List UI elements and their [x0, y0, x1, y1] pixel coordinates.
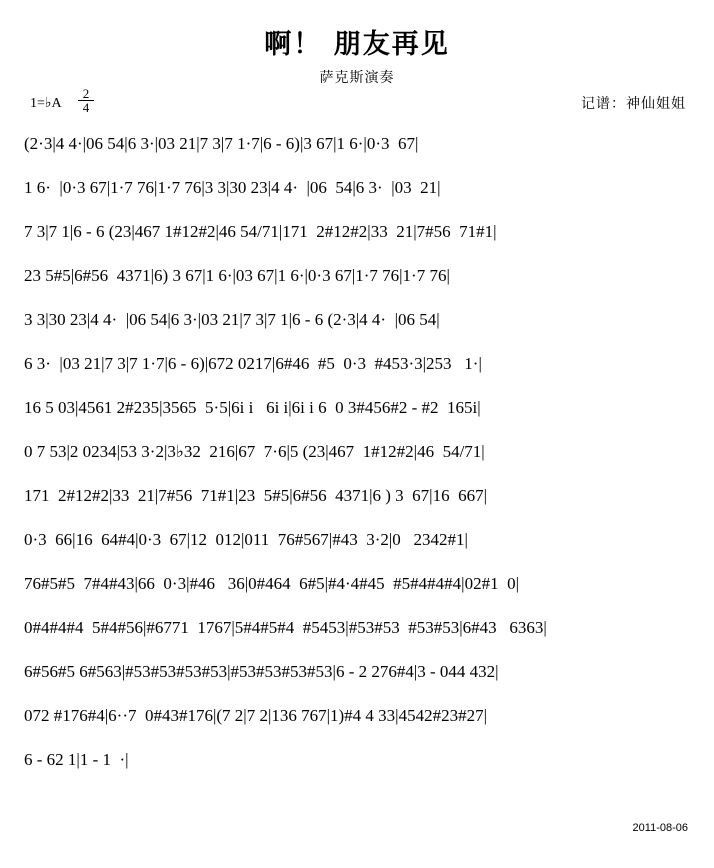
music-line-text: 23 5#5|6#56 4371|6) 3 67|1 6·|03 67|1 6·|0·3 67|1·7 76|1·7 76|	[24, 266, 450, 285]
time-signature	[78, 87, 94, 114]
music-line-text: 0#4#4#4 5#4#56|#6771 1767|5#4#5#4 #5453|#53#53 #53#53|6#43 6363|	[24, 618, 547, 637]
music-line	[24, 611, 690, 655]
music-line-text: (2·3|4 4·|06 54|6 3·|03 21|7 3|7 1·7|6 - 6)|3 67|1 6·|0·3 67|	[24, 134, 419, 153]
time-signature-denominator: 4	[78, 100, 94, 114]
music-line-text: 3 3|30 23|4 4· |06 54|6 3·|03 21|7 3|7 1|6 - 6 (2·3|4 4· |06 54|	[24, 310, 440, 329]
music-staff	[24, 127, 690, 787]
music-line	[24, 347, 690, 391]
music-line-text: 0 7 53|2 0234|53 3·2|3♭32 216|67 7·6|5 (23|467 1#12#2|46 54/71|	[24, 442, 485, 461]
time-signature-numerator: 2	[82, 86, 90, 101]
transcription-date: 2011-08-06	[632, 822, 688, 834]
music-line-text: 16 5 03|4561 2#235|3565 5·5|6i i 6i i|6i i 6 0 3#456#2 - #2 165i|	[24, 398, 481, 417]
music-line-text: 171 2#12#2|33 21|7#56 71#1|23 5#5|6#56 4371|6 ) 3 67|16 667|	[24, 486, 487, 505]
music-line-text: 1 6· |0·3 67|1·7 76|1·7 76|3 3|30 23|4 4· |06 54|6 3· |03 21|	[24, 178, 441, 197]
music-line	[24, 171, 690, 215]
music-line-text: 7 3|7 1|6 - 6 (23|467 1#12#2|46 54/71|171 2#12#2|33 21|7#56 71#1|	[24, 222, 497, 241]
meta-row	[0, 86, 714, 117]
music-line-text: 6 - 62 1|1 - 1 ·|	[24, 750, 129, 769]
music-line	[24, 479, 690, 523]
music-line	[24, 435, 690, 479]
music-line-text: 76#5#5 7#4#43|66 0·3|#46 36|0#464 6#5|#4·4#45 #5#4#4#4|02#1 0|	[24, 574, 519, 593]
music-line	[24, 215, 690, 259]
music-line	[24, 699, 690, 743]
music-line	[24, 391, 690, 435]
music-line-text: 6 3· |03 21|7 3|7 1·7|6 - 6)|672 0217|6#46 #5 0·3 #453·3|253 1·|	[24, 354, 482, 373]
music-line	[24, 523, 690, 567]
music-line-text: 072 #176#4|6··7 0#43#176|(7 2|7 2|136 767|1)#4 4 33|4542#23#27|	[24, 706, 487, 725]
page-title: 啊！ 朋友再见	[264, 29, 450, 60]
music-line-text: 0·3 66|16 64#4|0·3 67|12 012|011 76#567|#43 3·2|0 2342#1|	[24, 530, 468, 549]
transcriber-credit: 记谱：神仙姐姐	[581, 96, 686, 112]
music-line	[24, 259, 690, 303]
music-line	[24, 655, 690, 699]
music-line	[24, 127, 690, 171]
sheet-music-page	[0, 22, 714, 868]
music-line	[24, 303, 690, 347]
music-line	[24, 743, 690, 787]
music-line	[24, 567, 690, 611]
key-signature: 1=♭A	[30, 96, 62, 111]
page-subtitle: 萨克斯演奏	[319, 70, 395, 86]
music-line-text: 6#56#5 6#563|#53#53#53#53|#53#53#53#53|6 - 2 276#4|3 - 044 432|	[24, 662, 499, 681]
